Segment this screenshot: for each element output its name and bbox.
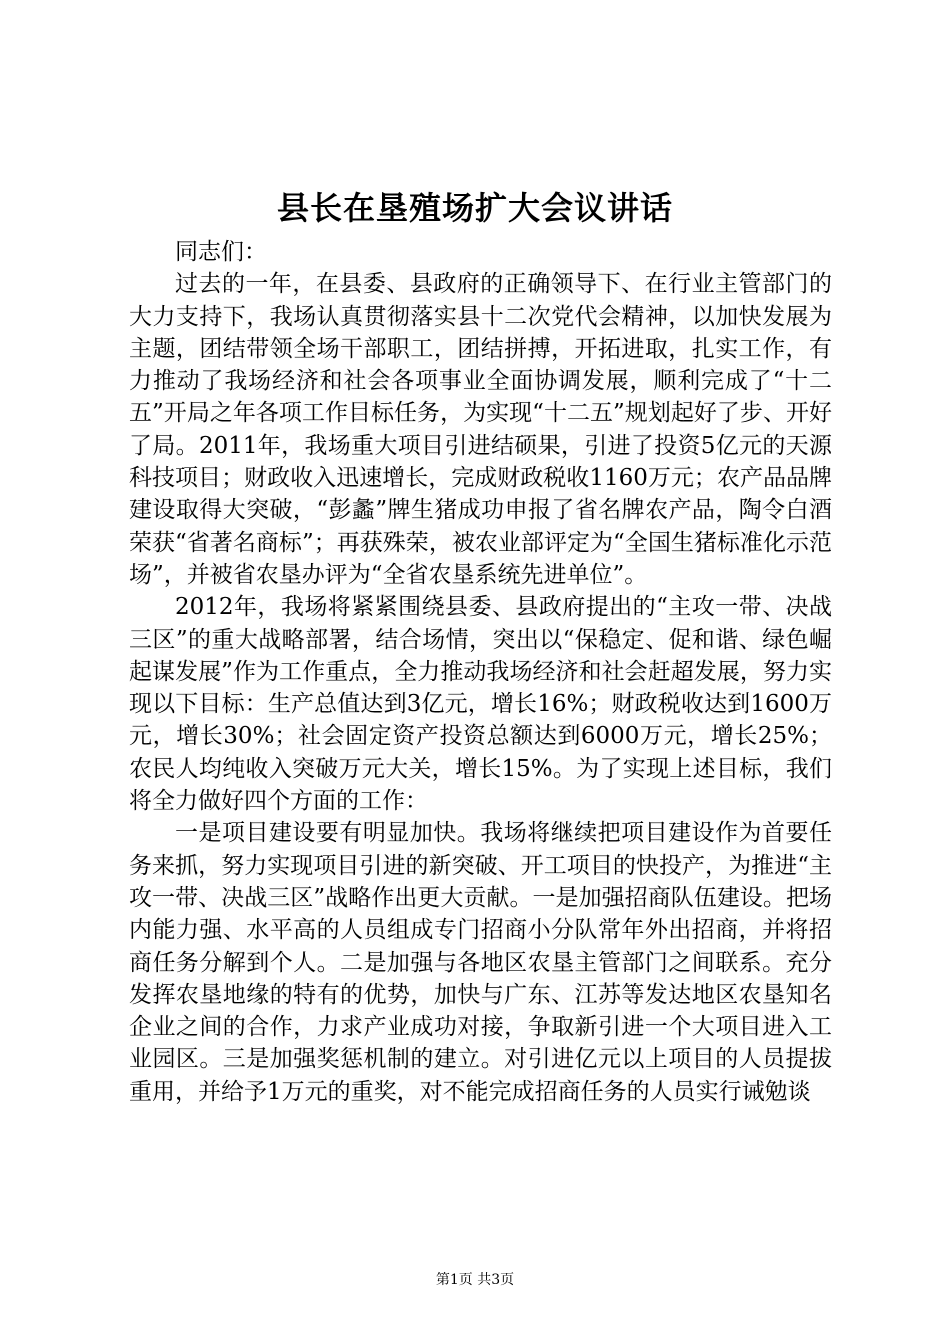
document-body [129, 236, 832, 1108]
body-paragraph: 一是项目建设要有明显加快。我场将继续把项目建设作为首要任务来抓，努力实现项目引进的新突破、开工项目的快投产，为推进“主攻一带、决战三区”战略作出更大贡献。一是加强招商队伍建设。把场内能力强、水平高的人员组成专门招商小分队常年外出招商，并将招商任务分解到个人。二是加强与各地区农垦主管部门之间联系。充分发挥农垦地缘的特有的优势，加快与广东、江苏等发达地区农垦知名企业之间的合作，力求产业成功对接，争取新引进一个大项目进入工业园区。三是加强奖惩机制的建立。对引进亿元以上项目的人员提拔重用，并给予1万元的重奖，对不能完成招商任务的人员实行诫勉谈 [129, 820, 832, 1105]
document-title: 县长在垦殖场扩大会议讲话 [276, 189, 673, 227]
page-footer: 第1页 共3页 [435, 1272, 515, 1288]
salutation-paragraph: 同志们： [175, 239, 267, 265]
body-paragraph: 2012年，我场将紧紧围绕县委、县政府提出的“主攻一带、决战三区”的重大战略部署，结合场情，突出以“保稳定、促和谐、绿色崛起谋发展”作为工作重点，全力推动我场经济和社会赶超发展，努力实现以下目标：生产总值达到3亿元，增长16%；财政税收达到1600万元，增长30%；社会固定资产投资总额达到6000万元，增长25%；农民人均纯收入突破万元大关，增长15%。为了实现上述目标，我们将全力做好四个方面的工作： [129, 594, 832, 815]
body-paragraph: 过去的一年，在县委、县政府的正确领导下、在行业主管部门的大力支持下，我场认真贯彻落实县十二次党代会精神，以加快发展为主题，团结带领全场干部职工，团结拼搏，开拓进取，扎实工作，有力推动了我场经济和社会各项事业全面协调发展，顺利完成了“十二五”开局之年各项工作目标任务，为实现“十二五”规划起好了步、开好了局。2011年，我场重大项目引进结硕果，引进了投资5亿元的天源科技项目；财政收入迅速增长，完成财政税收1160万元；农产品品牌建设取得大突破，“彭蠡”牌生猪成功申报了省名牌农产品，陶令白酒荣获“省著名商标”；再获殊荣，被农业部评定为“全国生猪标准化示范场”，并被省农垦办评为“全省农垦系统先进单位”。 [129, 271, 832, 588]
